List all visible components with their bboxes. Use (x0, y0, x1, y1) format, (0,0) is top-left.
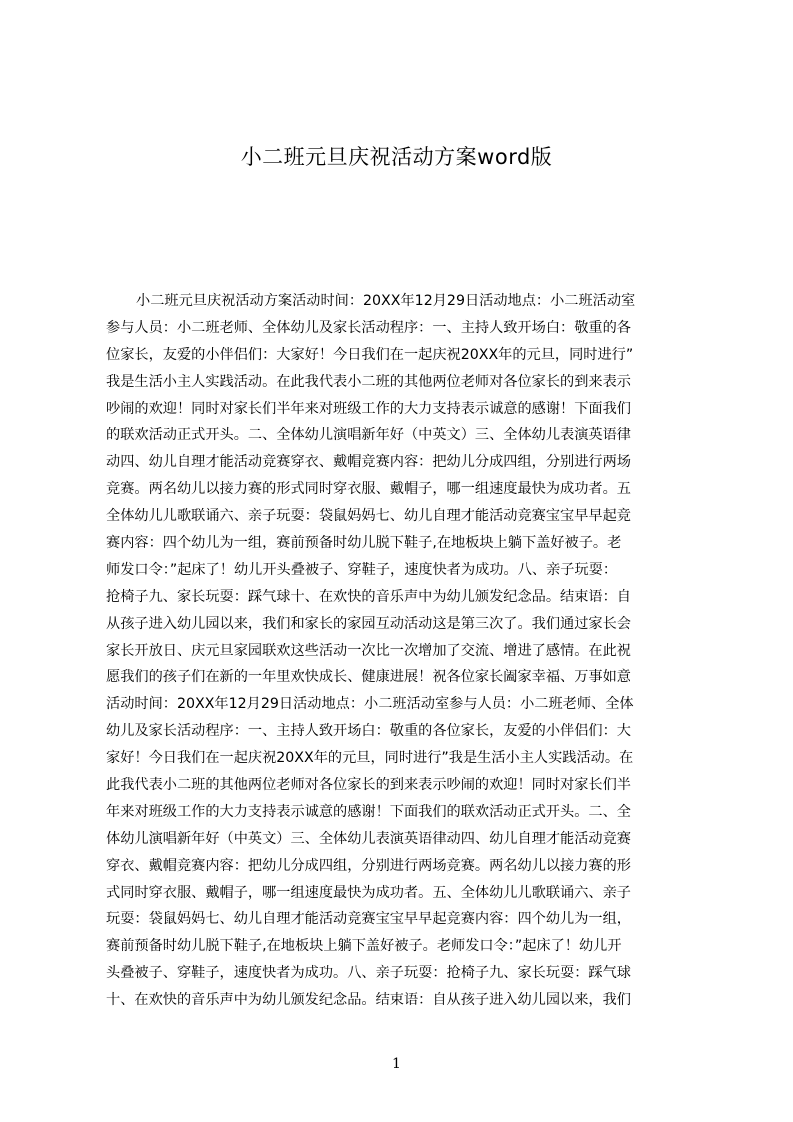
body-line: 此我代表小二班的其他两位老师对各位家长的到来表示吵闹的欢迎！同时对家长们半 (106, 777, 631, 794)
body-line: 我是生活小主人实践活动。在此我代表小二班的其他两位老师对各位家长的到来表示 (106, 373, 631, 390)
body-line: 全体幼儿儿歌联诵六、亲子玩耍：袋鼠妈妈七、幼儿自理才能活动竞赛宝宝早早起竞 (106, 508, 631, 525)
page-number: 1 (392, 1056, 401, 1072)
body-line: 位家长，友爱的小伴侣们：大家好！今日我们在一起庆祝20XX年的元旦，同时进行” (106, 346, 634, 363)
body-line: 赛前预备时幼儿脱下鞋子,在地板块上躺下盖好被子。老师发口令：”起床了！幼儿开 (106, 938, 622, 955)
body-line: 竞赛。两名幼儿以接力赛的形式同时穿衣服、戴帽子，哪一组速度最快为成功者。五 (106, 481, 631, 498)
body-line: 的联欢活动正式开头。二、全体幼儿演唱新年好（中英文）三、全体幼儿表演英语律 (106, 427, 631, 444)
document-title: 小二班元旦庆祝活动方案word版 (240, 145, 553, 169)
body-line: 愿我们的孩子们在新的一年里欢快成长、健康进展！祝各位家长阖家幸福、万事如意 (106, 669, 631, 686)
body-line: 从孩子进入幼儿园以来，我们和家长的家园互动活动这是第三次了。我们通过家长会 (106, 615, 631, 632)
body-line: 十、在欢快的音乐声中为幼儿颁发纪念品。结束语：自从孩子进入幼儿园以来，我们 (106, 992, 631, 1009)
body-line: 师发口令：”起床了！幼儿开头叠被子、穿鞋子，速度快者为成功。八、亲子玩耍： (106, 561, 618, 578)
body-line: 家好！今日我们在一起庆祝20XX年的元旦，同时进行”我是生活小主人实践活动。在 (106, 750, 634, 767)
body-line: 活动时间：20XX年12月29日活动地点：小二班活动室参与人员：小二班老师、全体 (106, 696, 634, 713)
body-line: 玩耍：袋鼠妈妈七、幼儿自理才能活动竞赛宝宝早早起竞赛内容：四个幼儿为一组， (106, 911, 631, 928)
body-line: 穿衣、戴帽竞赛内容：把幼儿分成四组，分别进行两场竞赛。两名幼儿以接力赛的形 (106, 857, 631, 874)
body-line: 年来对班级工作的大力支持表示诚意的感谢！下面我们的联欢活动正式开头。二、全 (106, 803, 631, 820)
body-line: 小二班元旦庆祝活动方案活动时间：20XX年12月29日活动地点：小二班活动室 (136, 293, 636, 309)
body-line: 动四、幼儿自理才能活动竞赛穿衣、戴帽竞赛内容：把幼儿分成四组，分别进行两场 (106, 454, 631, 471)
body-line: 抢椅子九、家长玩耍：踩气球十、在欢快的音乐声中为幼儿颁发纪念品。结束语：自 (106, 588, 631, 605)
body-line: 吵闹的欢迎！同时对家长们半年来对班级工作的大力支持表示诚意的感谢！下面我们 (106, 400, 631, 417)
body-line: 家长开放日、庆元旦家园联欢这些活动一次比一次增加了交流、增进了感情。在此祝 (106, 642, 631, 659)
body-line: 赛内容：四个幼儿为一组，赛前预备时幼儿脱下鞋子,在地板块上躺下盖好被子。老 (106, 535, 622, 552)
body-line: 式同时穿衣服、戴帽子，哪一组速度最快为成功者。五、全体幼儿儿歌联诵六、亲子 (106, 884, 631, 901)
body-line: 体幼儿演唱新年好（中英文）三、全体幼儿表演英语律动四、幼儿自理才能活动竞赛 (106, 830, 631, 847)
body-line: 参与人员：小二班老师、全体幼儿及家长活动程序：一、主持人致开场白：敬重的各 (106, 319, 631, 336)
body-line: 幼儿及家长活动程序：一、主持人致开场白：敬重的各位家长，友爱的小伴侣们：大 (106, 723, 631, 740)
document-body (106, 288, 698, 1014)
body-line: 头叠被子、穿鞋子，速度快者为成功。八、亲子玩耍：抢椅子九、家长玩耍：踩气球 (106, 965, 631, 982)
